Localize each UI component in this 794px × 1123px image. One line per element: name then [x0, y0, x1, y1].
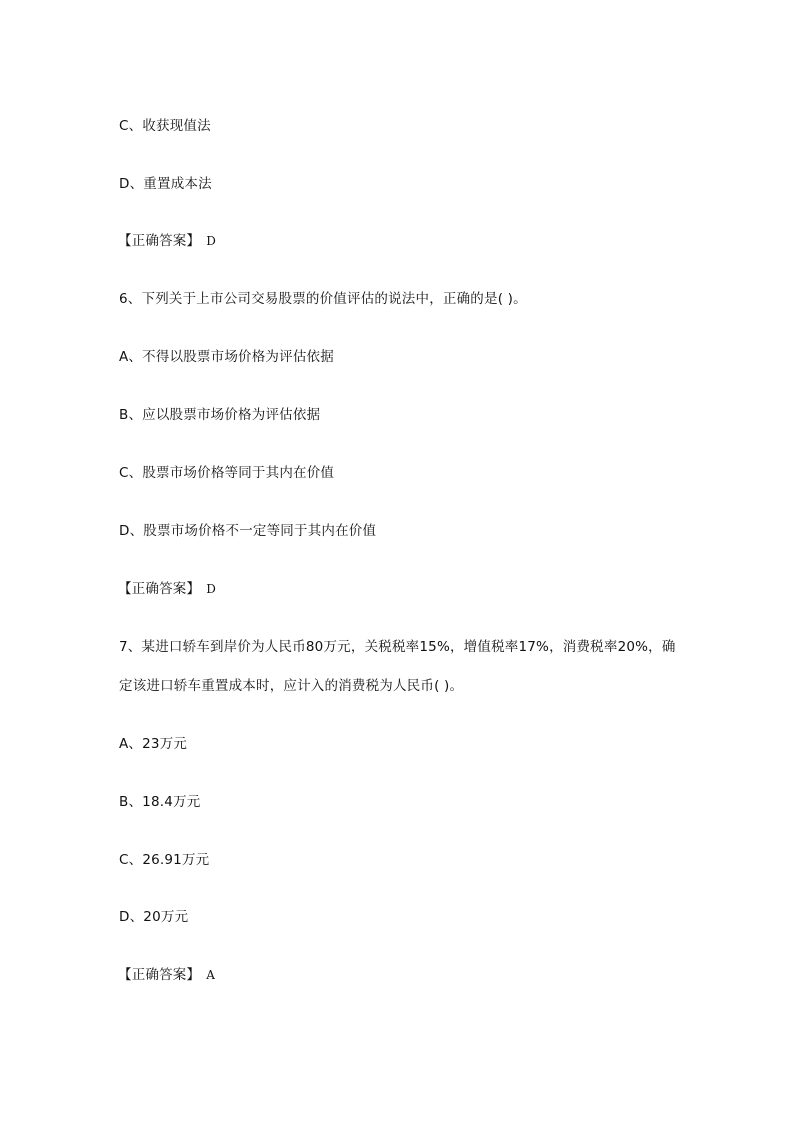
q7-question-line-2: 定该进口轿车重置成本时，应计入的消费税为人民币( )。	[119, 678, 464, 694]
q6-option-d: D、股票市场价格不一定等同于其内在价值	[119, 523, 377, 539]
q6-answer	[118, 579, 216, 599]
q6-option-b: B、应以股票市场价格为评估依据	[119, 407, 321, 423]
answer-label: 【正确答案】	[118, 233, 201, 249]
q7-option-b: B、18.4万元	[119, 794, 201, 810]
q7-option-d: D、20万元	[119, 909, 189, 925]
answer-label: 【正确答案】	[118, 967, 201, 983]
q7-option-c: C、26.91万元	[119, 852, 210, 868]
q7-answer	[118, 965, 215, 985]
q7-option-a: A、23万元	[119, 736, 188, 752]
answer-value: A	[206, 968, 216, 982]
answer-value: D	[206, 582, 217, 596]
q7-question-line-1: 7、某进口轿车到岸价为人民币80万元，关税税率15%，增值税率17%，消费税率20%，确	[119, 639, 676, 655]
q5-option-c: C、收获现值法	[119, 118, 211, 134]
answer-value: D	[206, 234, 217, 248]
q6-option-c: C、股票市场价格等同于其内在价值	[119, 465, 335, 481]
q6-question: 6、下列关于上市公司交易股票的价值评估的说法中，正确的是( )。	[119, 291, 527, 307]
q5-option-d: D、重置成本法	[119, 176, 212, 192]
q6-option-a: A、不得以股票市场价格为评估依据	[119, 349, 334, 365]
q5-answer	[118, 231, 216, 251]
answer-label: 【正确答案】	[118, 581, 201, 597]
